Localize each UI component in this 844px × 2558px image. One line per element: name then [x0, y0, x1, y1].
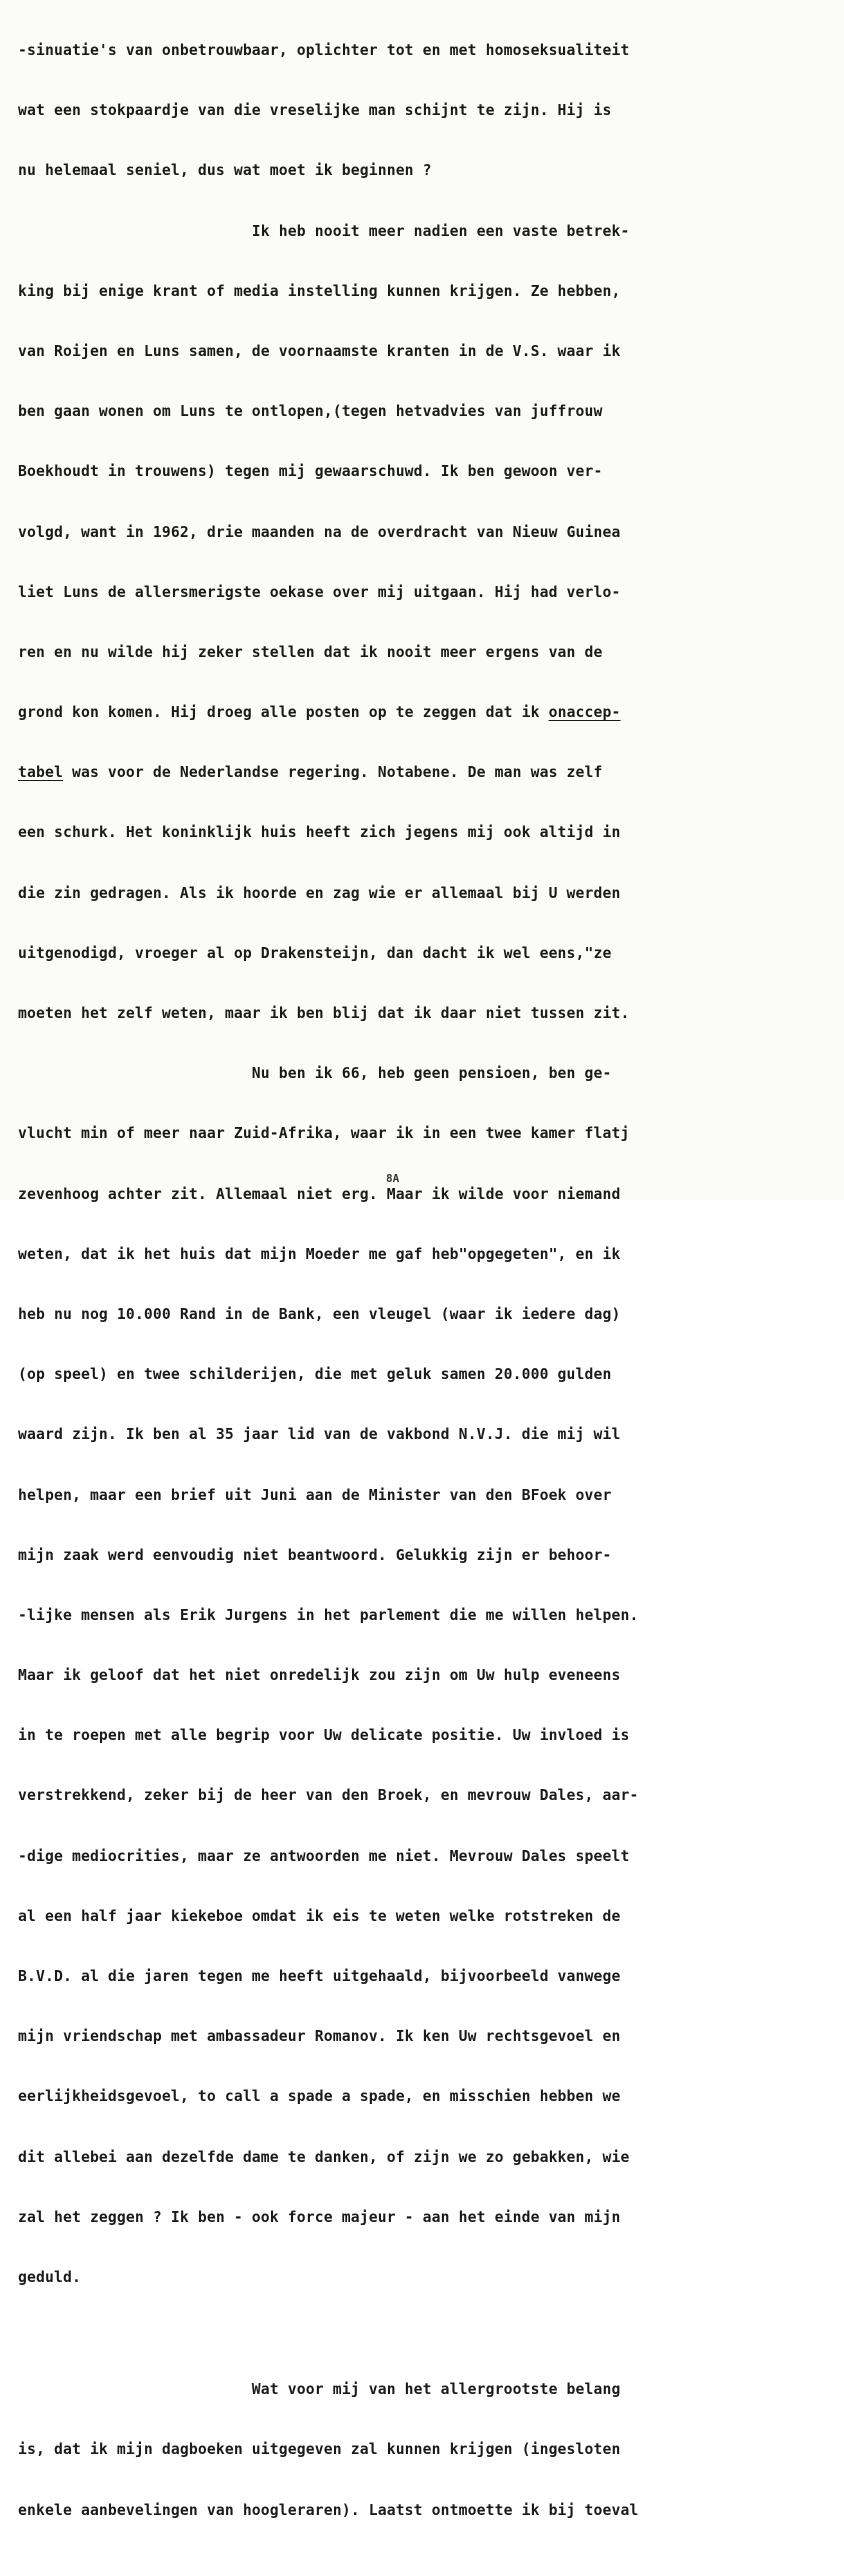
- text-line-12: grond kon komen. Hij droeg alle posten op te zeggen dat ik onaccep-: [18, 704, 621, 722]
- text-line-21: weten, dat ik het huis dat mijn Moeder me gaf heb"opgegeten", en ik: [18, 1245, 621, 1263]
- paragraph-gap: [18, 2325, 844, 2343]
- text-line-14: een schurk. Het koninklijk huis heeft zich jegens mij ook altijd in: [18, 824, 621, 842]
- text-line-18: Nu ben ik 66, heb geen pensioen, ben ge-: [18, 1065, 612, 1083]
- text-line-22: heb nu nog 10.000 Rand in de Bank, een vleugel (waar ik iedere dag): [18, 1305, 621, 1323]
- text-line-1: -sinuatie's van onbetrouwbaar, oplichter tot en met homoseksualiteit: [18, 42, 630, 59]
- text-line-19: vlucht min of meer naar Zuid-Afrika, waar ik in een twee kamer flatj: [18, 1125, 630, 1143]
- text-line-20: zevenhoog achter zit. Allemaal niet erg. Maar ik wilde voor niemand: [18, 1185, 621, 1203]
- text-line-25: helpen, maar een brief uit Juni aan de Minister van den BFoek over: [18, 1486, 612, 1504]
- text-line-4: Ik heb nooit meer nadien een vaste betrek-: [18, 222, 630, 240]
- text-line-8: Boekhoudt in trouwens) tegen mij gewaarschuwd. Ik ben gewoon ver-: [18, 463, 603, 481]
- text-line-41: enkele aanbevelingen van hoogleraren). Laatst ontmoette ik bij toeval: [18, 2501, 639, 2519]
- text-line-24: waard zijn. Ik ben al 35 jaar lid van de vakbond N.V.J. die mij wil: [18, 1426, 621, 1444]
- text-line-2: wat een stokpaardje van die vreselijke man schijnt te zijn. Hij is: [18, 102, 612, 120]
- text-line-11: ren en nu wilde hij zeker stellen dat ik nooit meer ergens van de: [18, 643, 603, 661]
- page-marker: 8A: [386, 1172, 400, 1185]
- text-line-34: mijn vriendschap met ambassadeur Romanov. Ik ken Uw rechtsgevoel en: [18, 2028, 621, 2046]
- underlined-word: tabel: [18, 764, 63, 782]
- text-line-9: volgd, want in 1962, drie maanden na de overdracht van Nieuw Guinea: [18, 523, 621, 541]
- text-line-39: Wat voor mij van het allergrootste belang: [18, 2381, 621, 2399]
- text-line-29: in te roepen met alle begrip voor Uw delicate positie. Uw invloed is: [18, 1727, 630, 1745]
- text-line-13: tabel was voor de Nederlandse regering. Notabene. De man was zelf: [18, 764, 603, 782]
- text-line-30: verstrekkend, zeker bij de heer van den Broek, en mevrouw Dales, aar-: [18, 1787, 639, 1805]
- text-line-23: (op speel) en twee schilderijen, die met geluk samen 20.000 gulden: [18, 1366, 612, 1384]
- typed-letter-text: [18, 4, 844, 2558]
- text-line-15: die zin gedragen. Als ik hoorde en zag wie er allemaal bij U werden: [18, 884, 621, 902]
- text-line-5: king bij enige krant of media instelling kunnen krijgen. Ze hebben,: [18, 282, 621, 300]
- text-line-26: mijn zaak werd eenvoudig niet beantwoord. Gelukkig zijn er behoor-: [18, 1546, 612, 1564]
- underlined-word: onaccep-: [548, 704, 621, 722]
- text-line-40: is, dat ik mijn dagboeken uitgegeven zal kunnen krijgen (ingesloten: [18, 2441, 621, 2459]
- text-line-10: liet Luns de allersmerigste oekase over mij uitgaan. Hij had verlo-: [18, 583, 621, 601]
- text-line-16: uitgenodigd, vroeger al op Drakensteijn, dan dacht ik wel eens,"ze: [18, 944, 612, 962]
- text-line-38: geduld.: [18, 2268, 81, 2286]
- text-line-17: moeten het zelf weten, maar ik ben blij dat ik daar niet tussen zit.: [18, 1005, 630, 1022]
- text-line-28: Maar ik geloof dat het niet onredelijk zou zijn om Uw hulp eveneens: [18, 1667, 621, 1685]
- text-line-6: van Roijen en Luns samen, de voornaamste kranten in de V.S. waar ik: [18, 342, 621, 360]
- text-line-35: eerlijkheidsgevoel, to call a spade a spade, en misschien hebben we: [18, 2088, 621, 2106]
- text-line-37: zal het zeggen ? Ik ben - ook force majeur - aan het einde van mijn: [18, 2208, 621, 2226]
- text-line-27: -lijke mensen als Erik Jurgens in het parlement die me willen helpen.: [18, 1606, 639, 1624]
- text-line-3: nu helemaal seniel, dus wat moet ik beginnen ?: [18, 162, 432, 180]
- text-line-33: B.V.D. al die jaren tegen me heeft uitgehaald, bijvoorbeeld vanwege: [18, 1968, 621, 1985]
- text-line-31: -dige mediocrities, maar ze antwoorden me niet. Mevrouw Dales speelt: [18, 1847, 630, 1865]
- text-line-7: ben gaan wonen om Luns te ontlopen,(tegen hetvadvies van juffrouw: [18, 403, 603, 421]
- text-line-36: dit allebei aan dezelfde dame te danken, of zijn we zo gebakken, wie: [18, 2148, 630, 2166]
- text-line-32: al een half jaar kiekeboe omdat ik eis te weten welke rotstreken de: [18, 1907, 621, 1925]
